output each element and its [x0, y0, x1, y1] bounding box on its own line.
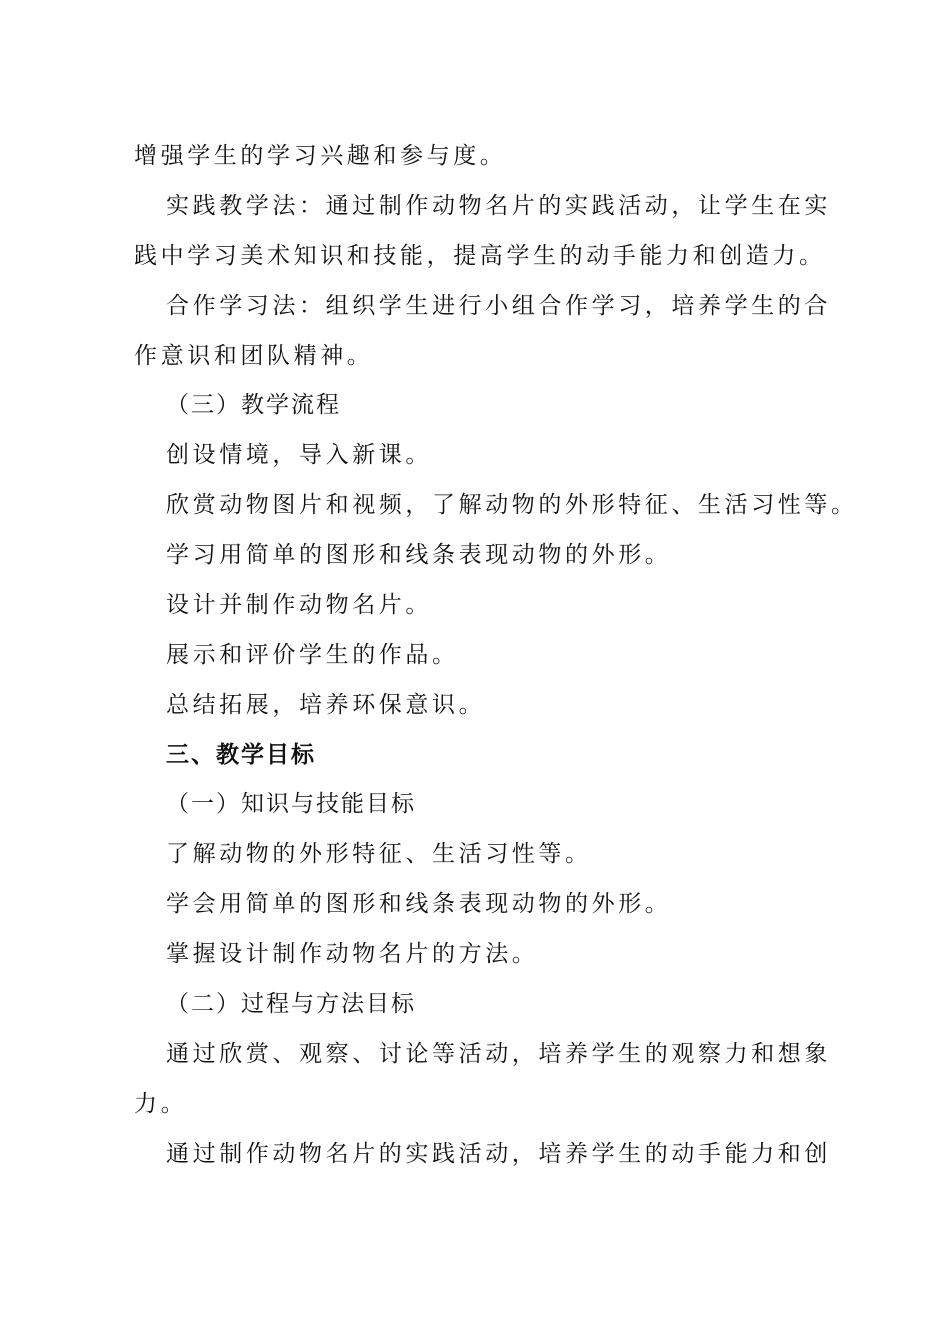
paragraph-line: 践中学习美术知识和技能，提高学生的动手能力和创造力。	[134, 243, 826, 269]
list-item: 总结拓展，培养环保意识。	[166, 692, 486, 718]
section-subheading: （三）教学流程	[166, 392, 341, 418]
section-heading: 三、教学目标	[166, 742, 316, 768]
paragraph-line: 合作学习法：组织学生进行小组合作学习，培养学生的合	[166, 293, 831, 319]
list-item: 学会用简单的图形和线条表现动物的外形。	[166, 891, 672, 917]
list-item: 欣赏动物图片和视频，了解动物的外形特征、生活习性等。	[166, 492, 858, 518]
list-item: 设计并制作动物名片。	[166, 592, 432, 618]
paragraph-line: 实践教学法：通过制作动物名片的实践活动，让学生在实	[166, 193, 831, 219]
list-item: 了解动物的外形特征、生活习性等。	[166, 841, 592, 867]
paragraph-line: 力。	[134, 1091, 188, 1117]
paragraph-line: 增强学生的学习兴趣和参与度。	[134, 143, 507, 169]
list-item: 创设情境，导入新课。	[166, 442, 432, 468]
section-subheading: （一）知识与技能目标	[166, 791, 416, 817]
section-subheading: （二）过程与方法目标	[166, 991, 416, 1017]
paragraph-line: 作意识和团队精神。	[134, 343, 374, 369]
list-item: 学习用简单的图形和线条表现动物的外形。	[166, 542, 672, 568]
paragraph-line: 通过欣赏、观察、讨论等活动，培养学生的观察力和想象	[166, 1041, 831, 1067]
list-item: 展示和评价学生的作品。	[166, 642, 459, 668]
paragraph-line: 通过制作动物名片的实践活动，培养学生的动手能力和创	[166, 1141, 831, 1167]
list-item: 掌握设计制作动物名片的方法。	[166, 941, 539, 967]
